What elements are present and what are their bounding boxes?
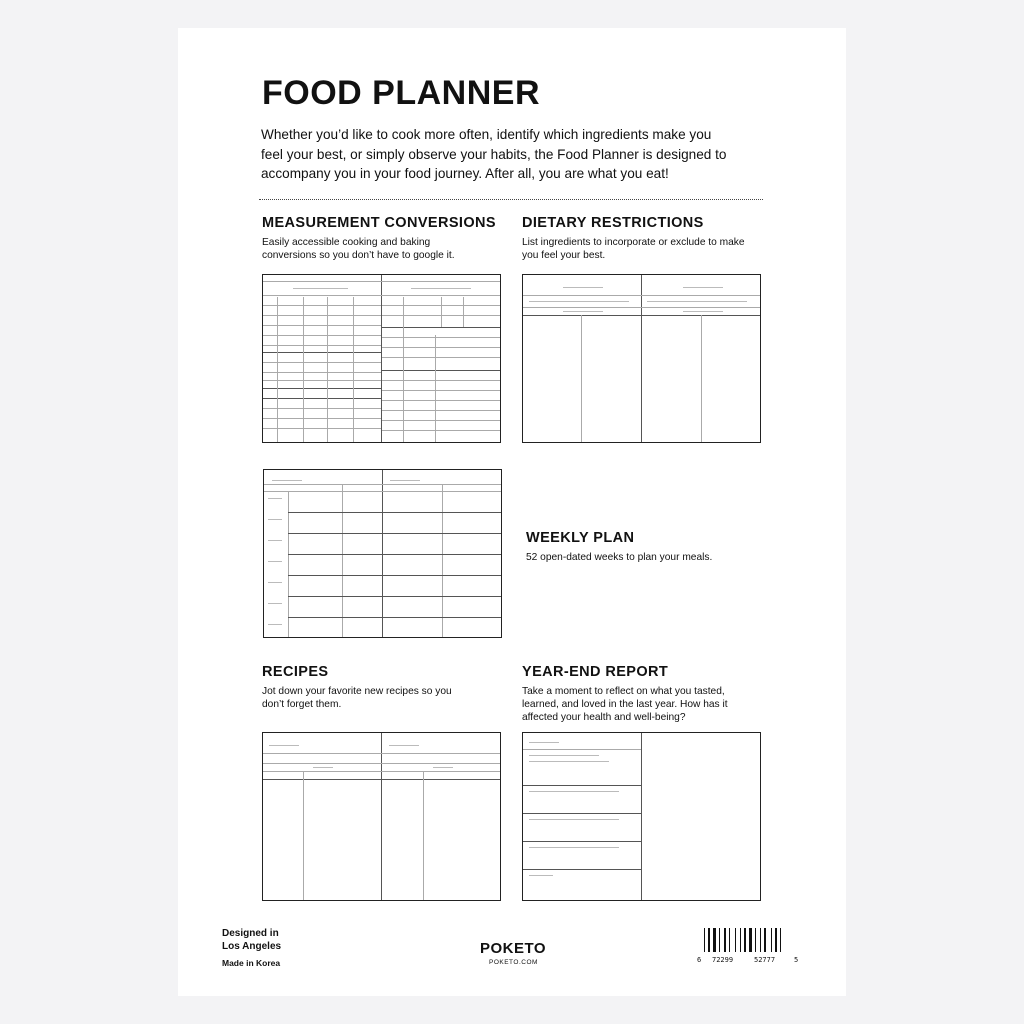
barcode [704, 928, 790, 952]
barcode-bar [749, 928, 752, 952]
recipes-preview [262, 732, 501, 901]
barcode-bar [775, 928, 777, 952]
barcode-bar [760, 928, 761, 952]
dotted-divider [259, 199, 763, 200]
dietary-title: DIETARY RESTRICTIONS [522, 215, 704, 231]
measurement-desc: Easily accessible cooking and baking conversions so you don’t have to google it. [262, 237, 455, 261]
dietary-desc: List ingredients to incorporate or exclude to make you feel your best. [522, 237, 745, 261]
yearend-preview [522, 732, 761, 901]
barcode-digit-right: 5 [794, 956, 799, 964]
recipes-title: RECIPES [262, 664, 329, 680]
barcode-digit-left: 6 [697, 956, 702, 964]
barcode-bar [719, 928, 720, 952]
intro-paragraph: Whether you’d like to cook more often, identify which ingredients make you feel your best, or simply observe your habits, the Food Planner is designed to accompany you in your food journey. After all, you are what you eat! [261, 127, 727, 181]
designed-line1: Designed in [222, 928, 279, 939]
weekly-plan-preview [263, 469, 502, 638]
yearend-desc: Take a moment to reflect on what you tasted, learned, and loved in the last year. How has it affected your health and well-being? [522, 686, 728, 723]
dietary-preview [522, 274, 761, 443]
barcode-digits-2: 52777 [754, 956, 776, 964]
barcode-bar [729, 928, 730, 952]
poketo-logo: POKETO [480, 940, 547, 957]
barcode-bar [704, 928, 705, 952]
measurement-preview [262, 274, 501, 443]
barcode-bar [735, 928, 736, 952]
yearend-title: YEAR-END REPORT [522, 664, 669, 680]
designed-line2: Los Angeles [222, 941, 282, 952]
barcode-bar [780, 928, 781, 952]
page-title: FOOD PLANNER [262, 74, 540, 112]
made-in: Made in Korea [222, 958, 281, 968]
weekly-title: WEEKLY PLAN [526, 530, 635, 546]
weekly-desc: 52 open-dated weeks to plan your meals. [526, 552, 713, 563]
barcode-bar [744, 928, 746, 952]
barcode-bar [713, 928, 716, 952]
barcode-digits-1: 72299 [712, 956, 734, 964]
barcode-bar [708, 928, 710, 952]
barcode-bar [740, 928, 741, 952]
barcode-bar [771, 928, 772, 952]
barcode-bar [724, 928, 726, 952]
designed-in [222, 927, 281, 953]
measurement-title: MEASUREMENT CONVERSIONS [262, 215, 496, 231]
barcode-bar [755, 928, 756, 952]
recipes-desc: Jot down your favorite new recipes so you don’t forget them. [262, 686, 452, 710]
poketo-url: POKETO.COM [489, 959, 538, 966]
barcode-bar [764, 928, 766, 952]
